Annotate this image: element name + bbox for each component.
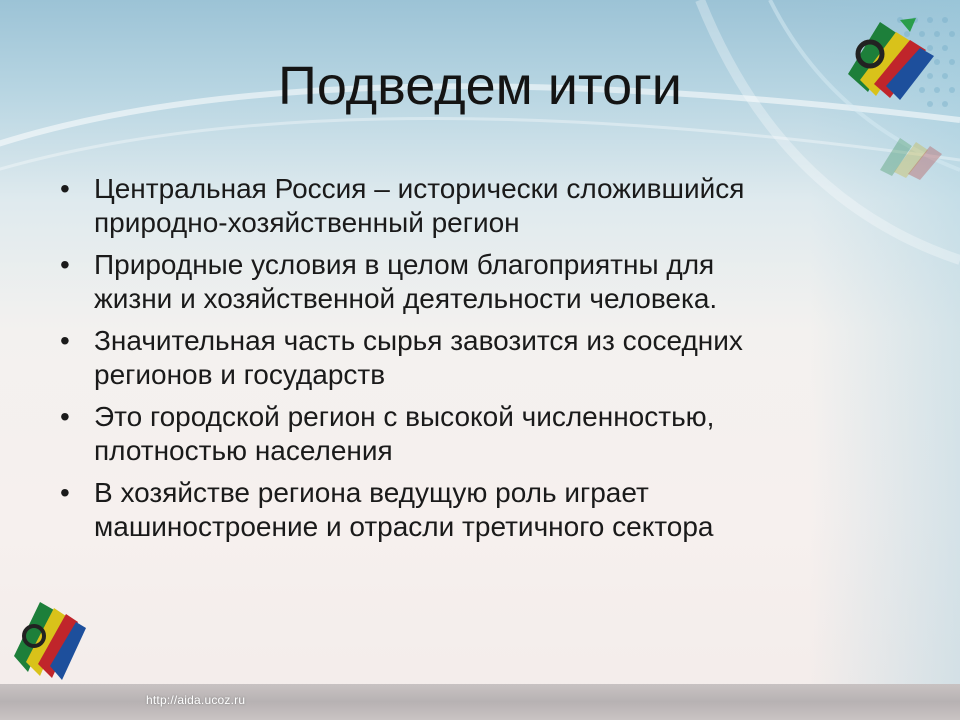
watermark-text: http://aida.ucoz.ru: [146, 693, 246, 707]
bullet-item: [56, 172, 856, 240]
bullet-dot-icon: •: [60, 401, 70, 432]
bullet-line: Значительная часть сырья завозится из соседних: [94, 325, 743, 356]
bottom-band: [0, 684, 960, 720]
emblem-bottom-left-icon: [10, 592, 90, 682]
bullet-line: В хозяйстве региона ведущую роль играет: [94, 477, 649, 508]
bullet-line: жизни и хозяйственной деятельности человека.: [94, 283, 718, 314]
bullet-line: плотностью населения: [94, 435, 393, 466]
bullet-dot-icon: •: [60, 173, 70, 204]
bullet-line: Природные условия в целом благоприятны для: [94, 249, 715, 280]
bullet-item: [56, 400, 856, 468]
bullet-item: [56, 476, 856, 544]
bullet-line: Это городской регион с высокой численностью,: [94, 401, 715, 432]
bullet-item: [56, 248, 856, 316]
bullet-line: регионов и государств: [94, 359, 386, 390]
bullet-item: [56, 324, 856, 392]
bullet-list: [56, 172, 856, 552]
slide-title: Подведем итоги: [278, 56, 682, 116]
bullet-dot-icon: •: [60, 325, 70, 356]
bullet-line: машиностроение и отрасли третичного сектора: [94, 511, 714, 542]
bullet-line: Центральная Россия – исторически сложившийся: [94, 173, 745, 204]
bullet-dot-icon: •: [60, 477, 70, 508]
emblem-right-faint-icon: [876, 130, 946, 180]
bullet-line: природно-хозяйственный регион: [94, 207, 520, 238]
bullet-dot-icon: •: [60, 249, 70, 280]
